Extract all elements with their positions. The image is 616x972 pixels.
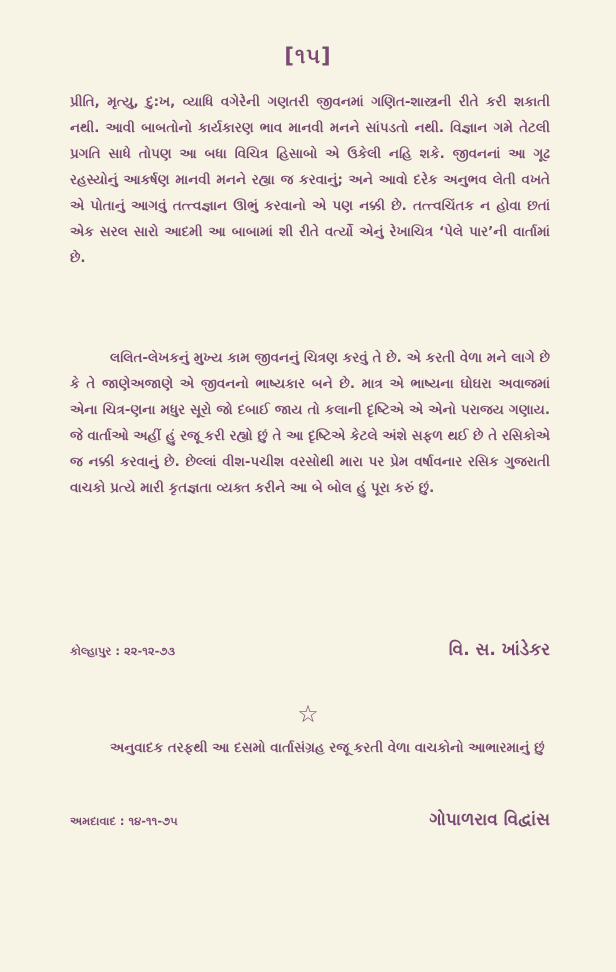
paragraph-1: પ્રીતિ, મૃત્યુ, દુ:ખ, વ્યાધિ વગેરેની ગણતરી જીવનમાં ગણિત-શાસ્ત્રની રીતે કરી શકાતી નથી. આવી બાબતોનો કાર્યકારણ ભાવ માનવી મનને સાંપડતો નથી. વિજ્ઞાન ગમે તેટલી પ્રગતિ સાધે તોપણ આ બધા વિચિત્ર હિસાબો એ ઉકેલી નહિ શકે. જીવનનાં આ ગૂઢ રહસ્યોનું આકર્ષણ માનવી મનને રહ્યા જ કરવાનું; અને આવો દરેક અનુભવ લેતી વખતે એ પોતાનું આગવું તત્ત્વજ્ઞાન ઊભું કરવાનો એ પણ નક્કી છે. તત્ત્વચિંતક ન હોવા છતાં એક સરલ સારો આદમી આ બાબામાં શી રીતે વર્ત્યો એનું રેખાચિત્ર ‘પેલે પાર’ની વાર્તામાં છે. — [70, 94, 550, 266]
translator-note: અનુવાદક તરફથી આ દસમો વાર્તાસંગ્રહ રજૂ કરતી વેળા વાચકોનો આભારમાનું છું — [110, 740, 545, 756]
translator-place-date: અમદાવાદ : ૧૪-૧૧-૭૫ — [70, 814, 178, 828]
translator-signature-block — [70, 810, 550, 830]
author-signature-block — [70, 640, 550, 660]
page-number: [૧૫] — [284, 44, 332, 68]
paragraph-2: લલિત-લેખકનું મુખ્ય કામ જીવનનું ચિત્રણ કરવું તે છે. એ કરતી વેળા મને લાગે છે કે તે જાણેઅજાણે એ જીવનનો ભાષ્યકાર બને છે. માત્ર એ ભાષ્યના ઘોઘરા અવાજમાં એના ચિત્ર-ણના મધુર સૂરો જો દબાઈ જાય તો કલાની દૃષ્ટિએ એ એનો પરાજય ગણાય. જે વાર્તાઓ અહીં હું રજૂ કરી રહ્યો છું તે આ દૃષ્ટિએ કેટલે અંશે સફળ થઈ છે તે રસિકોએ જ નક્કી કરવાનું છે. છેલ્લાં વીશ-પચીશ વરસોથી મારા પર પ્રેમ વર્ષાવનાર રસિક ગુજરાતી વાચકો પ્રત્યે મારી કૃતજ્ઞતા વ્યક્ત કરીને આ બે બોલ હું પૂરા કરું છું. — [70, 350, 550, 496]
author-place-date: કોલ્હાપુર : ૨૨-૧૨-૭૩ — [70, 644, 176, 658]
translator-name: ગોપાળરાવ વિદ્વાંસ — [429, 810, 550, 830]
star-separator-icon: ☆ — [297, 700, 319, 728]
author-name: વિ. સ. ખાંડેકર — [448, 640, 550, 660]
